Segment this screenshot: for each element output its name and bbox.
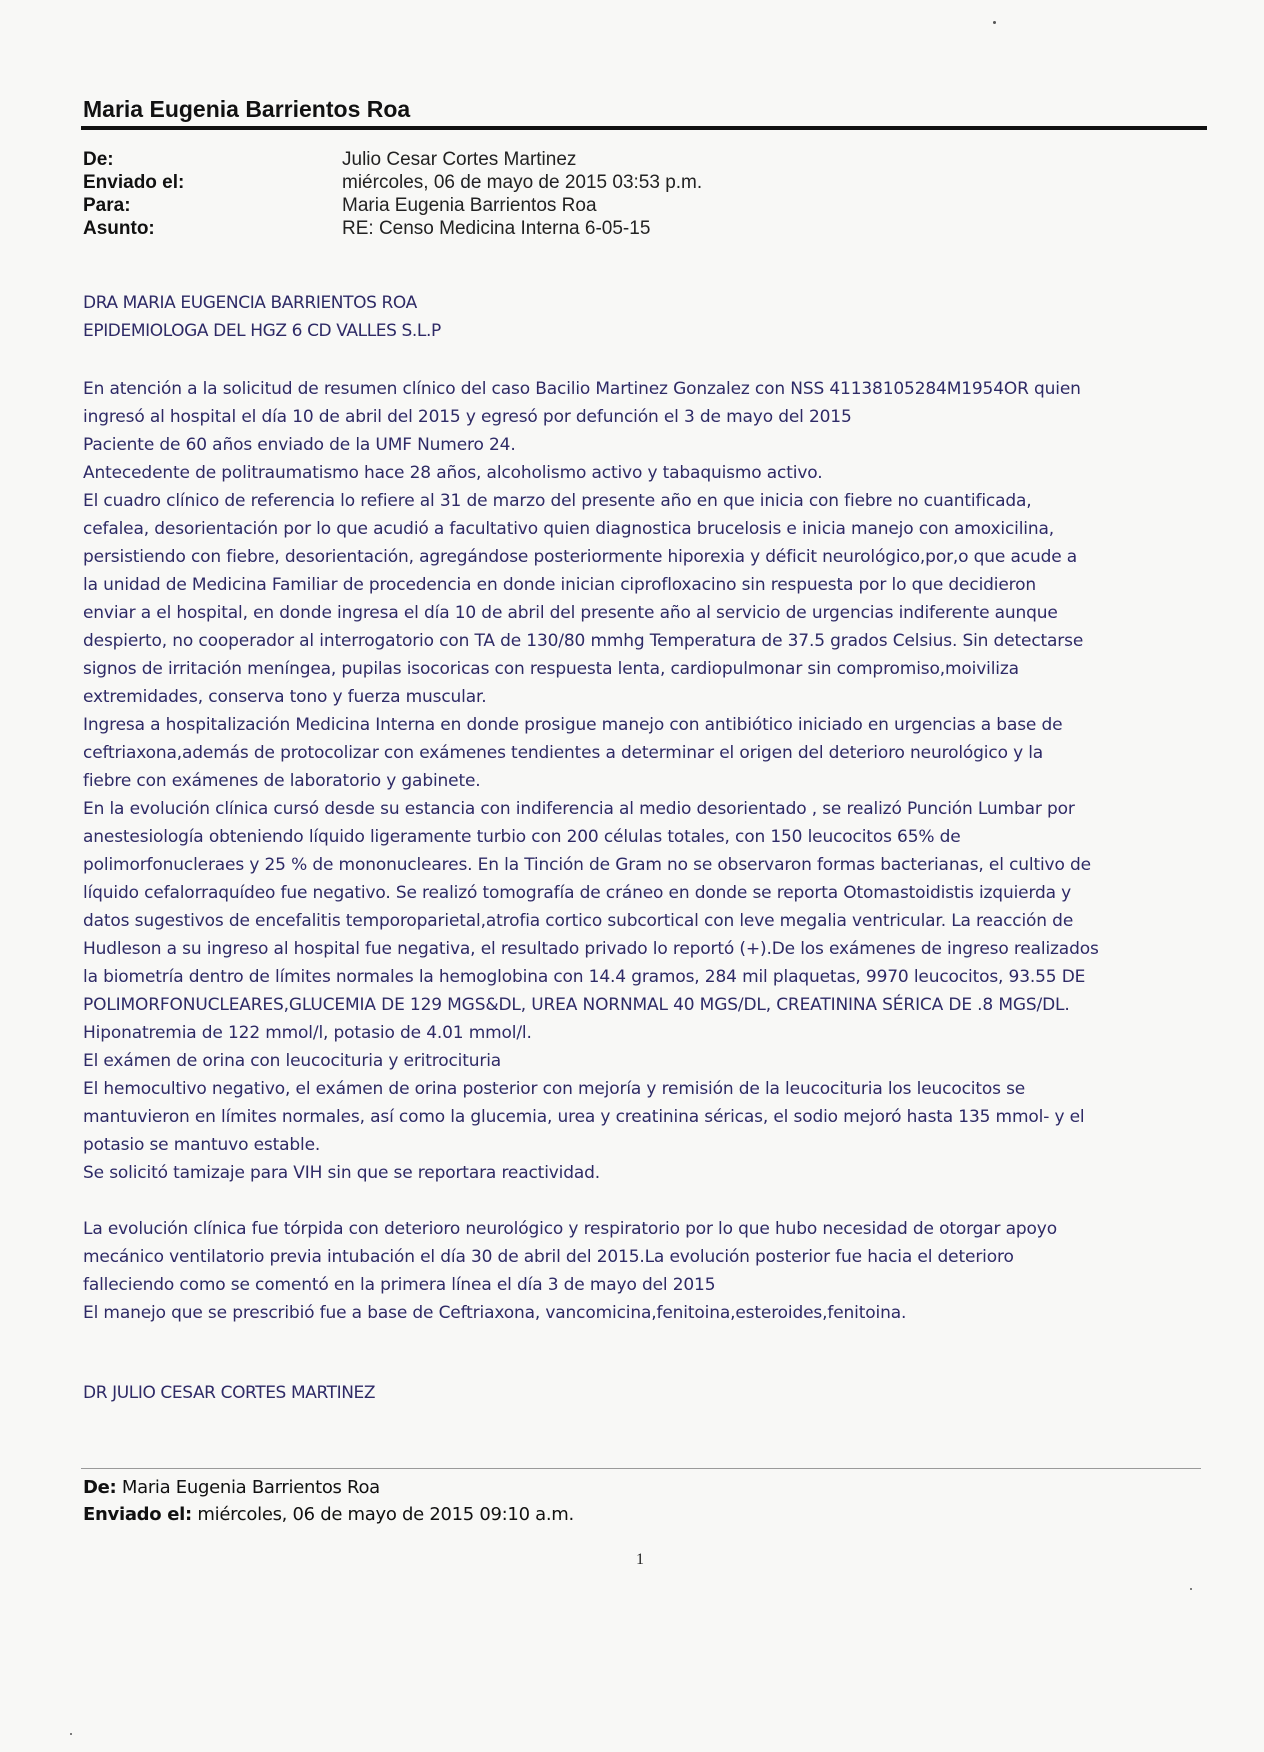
- body-line: cefalea, desorientación por lo que acudió a facultativo quien diagnostica brucelosis e inicia manejo con amoxicilina,: [83, 519, 1055, 539]
- body-line: signos de irritación meníngea, pupilas isocoricas con respuesta lenta, cardiopulmonar sin compromiso,moiviliza: [83, 659, 1019, 679]
- body-line: El manejo que se prescribió fue a base de Ceftriaxona, vancomicina,fenitoina,esteroides,fenitoina.: [83, 1303, 907, 1323]
- signature: DR JULIO CESAR CORTES MARTINEZ: [83, 1383, 376, 1403]
- addressee-line: EPIDEMIOLOGA DEL HGZ 6 CD VALLES S.L.P: [83, 321, 441, 341]
- body-line: la biometría dentro de límites normales la hemoglobina con 14.4 gramos, 284 mil plaquetas, 9970 leucocitos, 93.55 DE: [83, 967, 1086, 987]
- body-line: extremidades, conserva tono y fuerza muscular.: [83, 687, 487, 707]
- recipient-name-header: Maria Eugenia Barrientos Roa: [83, 96, 411, 122]
- quoted-from-label: De:: [83, 1477, 117, 1498]
- body-line: Hudleson a su ingreso al hospital fue negativa, el resultado privado lo reportó (+).De los exámenes de ingreso realizados: [83, 939, 1099, 959]
- body-line: falleciendo como se comentó en la primera línea el día 3 de mayo del 2015: [83, 1275, 716, 1295]
- meta-value: miércoles, 06 de mayo de 2015 03:53 p.m.: [342, 172, 703, 193]
- scan-speck: [993, 21, 996, 24]
- body-line: persistiendo con fiebre, desorientación, agregándose posteriormente hiporexia y déficit neurológico,por,o que acude a: [83, 547, 1078, 567]
- meta-row-from: [83, 148, 702, 171]
- body-line: datos sugestivos de encefalitis temporoparietal,atrofia cortico subcortical con leve megalia ventricular. La reacción de: [83, 911, 1074, 931]
- email-meta-block: [83, 148, 702, 240]
- body-line: mecánico ventilatorio previa intubación el día 30 de abril del 2015.La evolución posterior fue hacia el deterioro: [83, 1247, 1014, 1267]
- body-line: anestesiología obteniendo líquido ligeramente turbio con 200 células totales, con 150 leucocitos 65% de: [83, 827, 961, 847]
- meta-label: Asunto:: [83, 218, 155, 239]
- quoted-sent-row: [83, 1501, 574, 1528]
- meta-row-subject: [83, 217, 702, 240]
- addressee-line: DRA MARIA EUGENCIA BARRIENTOS ROA: [83, 293, 417, 313]
- clinical-evolution-paragraph: [83, 1215, 1207, 1327]
- scan-speck: [70, 1733, 72, 1735]
- quoted-from-row: [83, 1474, 574, 1501]
- quoted-sent-label: Enviado el:: [83, 1504, 192, 1525]
- body-line: Hiponatremia de 122 mmol/l, potasio de 4.01 mmol/l.: [83, 1023, 532, 1043]
- quoted-message-meta: [83, 1474, 574, 1528]
- body-line: El exámen de orina con leucocituria y eritrocituria: [83, 1051, 502, 1071]
- body-line: ceftriaxona,además de protocolizar con exámenes tendientes a determinar el origen del deterioro neurológico y la: [83, 743, 1044, 763]
- clinical-summary-paragraph: [83, 375, 1207, 1187]
- body-line: Se solicitó tamizaje para VIH sin que se reportara reactividad.: [83, 1163, 601, 1183]
- body-line: POLIMORFONUCLEARES,GLUCEMIA DE 129 MGS&DL, UREA NORNMAL 40 MGS/DL, CREATININA SÉRICA DE .8 MGS/DL.: [83, 995, 1070, 1015]
- body-line: El cuadro clínico de referencia lo refiere al 31 de marzo del presente año en que inicia con fiebre no cuantificada,: [83, 491, 1032, 511]
- meta-value: Maria Eugenia Barrientos Roa: [342, 195, 597, 216]
- body-line: La evolución clínica fue tórpida con deterioro neurológico y respiratorio por lo que hubo necesidad de otorgar apoyo: [83, 1219, 1057, 1239]
- body-line: En la evolución clínica cursó desde su estancia con indiferencia al medio desorientado , se realizó Punción Lumbar por: [83, 799, 1075, 819]
- meta-value: RE: Censo Medicina Interna 6-05-15: [342, 218, 651, 239]
- body-line: enviar a el hospital, en donde ingresa el día 10 de abril del presente año al servicio de urgencias indiferente aunque: [83, 603, 1058, 623]
- addressee-block: [83, 289, 1207, 345]
- body-line: Antecedente de politraumatismo hace 28 años, alcoholismo activo y tabaquismo activo.: [83, 463, 823, 483]
- body-line: polimorfonucleraes y 25 % de mononucleares. En la Tinción de Gram no se observaron formas bacterianas, el cultivo de: [83, 855, 1091, 875]
- meta-row-to: [83, 194, 702, 217]
- meta-label: Enviado el:: [83, 172, 185, 193]
- body-line: despierto, no cooperador al interrogatorio con TA de 130/80 mmhg Temperatura de 37.5 grados Celsius. Sin detectarse: [83, 631, 1084, 651]
- body-line: potasio se mantuvo estable.: [83, 1135, 321, 1155]
- body-line: Paciente de 60 años enviado de la UMF Numero 24.: [83, 435, 516, 455]
- meta-label: De:: [83, 149, 114, 170]
- body-line: fiebre con exámenes de laboratorio y gabinete.: [83, 771, 481, 791]
- quoted-sent-value: miércoles, 06 de mayo de 2015 09:10 a.m.: [197, 1504, 574, 1525]
- body-line: la unidad de Medicina Familiar de procedencia en donde inician ciprofloxacino sin respuesta por lo que decidieron: [83, 575, 1037, 595]
- meta-value: Julio Cesar Cortes Martinez: [342, 149, 577, 170]
- header-rule: [81, 126, 1207, 130]
- scan-speck: [1190, 1588, 1192, 1590]
- body-line: En atención a la solicitud de resumen clínico del caso Bacilio Martinez Gonzalez con NSS 41138105284M1954OR quien: [83, 379, 1081, 399]
- body-line: mantuvieron en límites normales, así como la glucemia, urea y creatinina séricas, el sodio mejoró hasta 135 mmol- y el: [83, 1107, 1085, 1127]
- quoted-from-value: Maria Eugenia Barrientos Roa: [121, 1477, 380, 1498]
- meta-label: Para:: [83, 195, 131, 216]
- meta-row-sent: [83, 171, 702, 194]
- page-number: 1: [636, 1551, 644, 1568]
- body-line: El hemocultivo negativo, el exámen de orina posterior con mejoría y remisión de la leucocituria los leucocitos se: [83, 1079, 1026, 1099]
- body-line: líquido cefalorraquídeo fue negativo. Se realizó tomografía de cráneo en donde se reporta Otomastoidistis izquierda y: [83, 883, 1072, 903]
- body-line: Ingresa a hospitalización Medicina Interna en donde prosigue manejo con antibiótico iniciado en urgencias a base de: [83, 715, 1063, 735]
- body-line: ingresó al hospital el día 10 de abril del 2015 y egresó por defunción el 3 de mayo del 2015: [83, 407, 852, 427]
- quoted-message-divider: [81, 1468, 1201, 1469]
